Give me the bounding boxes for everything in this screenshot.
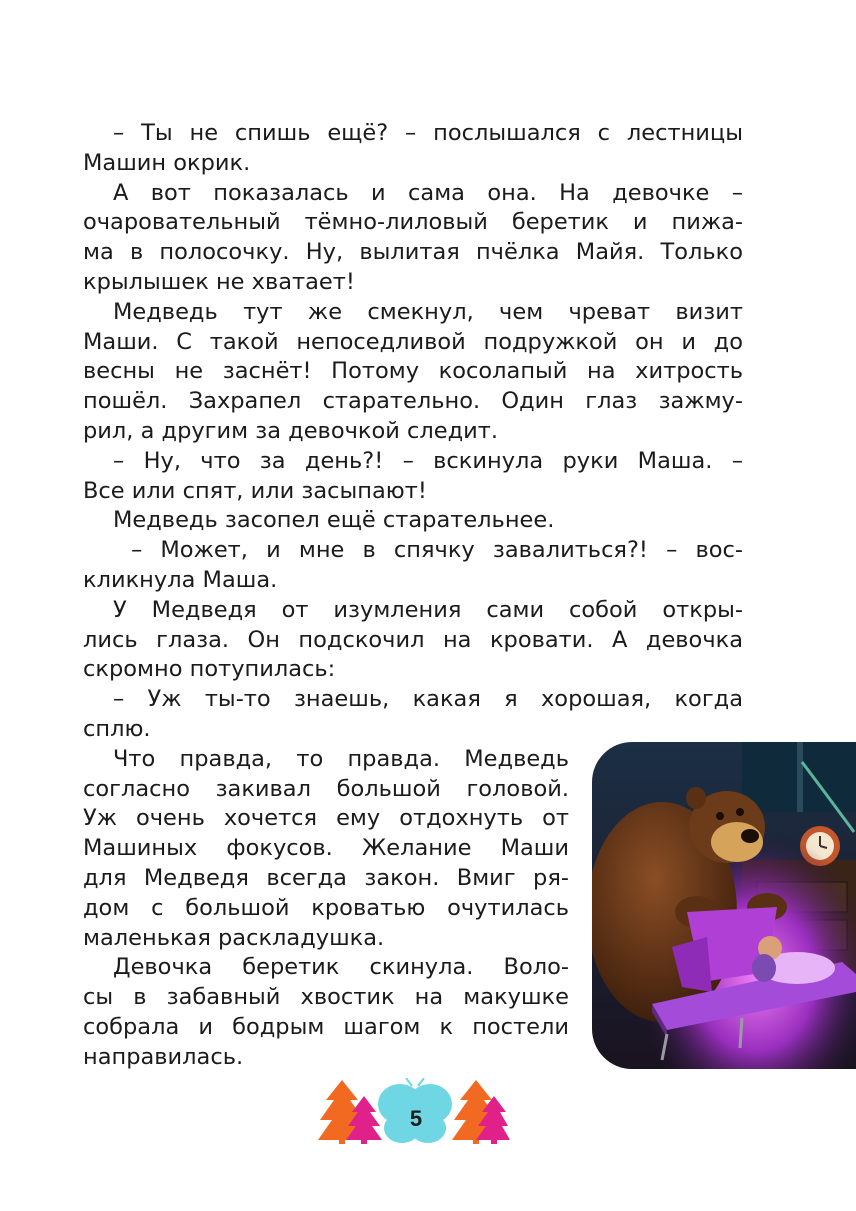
text-line: Медведь засопел ещё старательнее. bbox=[113, 507, 555, 534]
text-line: сплю. bbox=[83, 715, 151, 742]
page-number: 5 bbox=[409, 1106, 423, 1131]
text-line: крылышек не хватает! bbox=[83, 268, 355, 295]
paragraph-5 bbox=[83, 506, 743, 536]
text-line: Маши. С такой непоседливой подружкой он и до bbox=[83, 328, 743, 355]
text-line: Что правда, то правда. Медведь bbox=[113, 745, 569, 772]
paragraph-3 bbox=[83, 298, 743, 447]
paragraph-9 bbox=[83, 745, 569, 954]
bear-illustration bbox=[592, 742, 856, 1069]
text-line: скромно потупилась: bbox=[83, 656, 336, 683]
text-line: – Ты не спишь ещё? – послышался с лестницы bbox=[113, 120, 743, 146]
text-line: – Может, и мне в спячку завалиться?! – вос- bbox=[131, 537, 743, 564]
text-line: пошёл. Захрапел старательно. Один глаз зажму- bbox=[83, 388, 743, 415]
text-line: лись глаза. Он подскочил на кровати. А девочка bbox=[83, 626, 743, 653]
paragraph-2 bbox=[83, 179, 743, 298]
text-line: маленькая раскладушка. bbox=[83, 924, 385, 951]
text-line: Все или спят, или засыпают! bbox=[83, 477, 427, 504]
text-line: кликнула Маша. bbox=[83, 566, 278, 593]
paragraph-7 bbox=[83, 596, 743, 685]
paragraph-6 bbox=[83, 536, 743, 596]
text-line: весны не заснёт! Потому косолапый на хитрость bbox=[83, 358, 743, 385]
text-line: А вот показалась и сама она. На девочке – bbox=[113, 179, 743, 206]
paragraph-1 bbox=[83, 119, 743, 179]
text-line: Медведь тут же смекнул, чем чреват визит bbox=[113, 298, 743, 325]
text-line: – Уж ты-то знаешь, какая я хорошая, когда bbox=[113, 686, 743, 713]
text-line: Девочка беретик скинула. Воло- bbox=[113, 954, 569, 981]
text-line: Машин окрик. bbox=[83, 149, 251, 176]
text-line: сы в забавный хвостик на макушке bbox=[83, 984, 569, 1011]
text-line: У Медведя от изумления сами собой откры- bbox=[113, 596, 743, 623]
text-line: рил, а другим за девочкой следит. bbox=[83, 417, 499, 444]
text-line: – Ну, что за день?! – вскинула руки Маша. – bbox=[113, 447, 743, 474]
paragraph-8 bbox=[83, 685, 743, 745]
text-line: Уж очень хочется ему отдохнуть от bbox=[83, 805, 569, 832]
text-line: собрала и бодрым шагом к постели bbox=[83, 1013, 569, 1040]
text-line: Машиных фокусов. Желание Маши bbox=[83, 835, 569, 862]
text-line: ма в полосочку. Ну, вылитая пчёлка Майя. Только bbox=[83, 239, 743, 266]
page-footer bbox=[318, 1078, 510, 1148]
paragraph-4 bbox=[83, 447, 743, 507]
text-line: направилась. bbox=[83, 1043, 244, 1070]
text-line: согласно закивал большой головой. bbox=[83, 775, 569, 802]
text-line: для Медведя всегда закон. Вмиг ря- bbox=[83, 864, 569, 891]
paragraph-10 bbox=[83, 953, 569, 1072]
text-line: дом с большой кроватью очутилась bbox=[83, 894, 569, 921]
text-line: очаровательный тёмно-лиловый беретик и пижа- bbox=[83, 209, 743, 236]
bear-scene-image bbox=[592, 742, 856, 1069]
